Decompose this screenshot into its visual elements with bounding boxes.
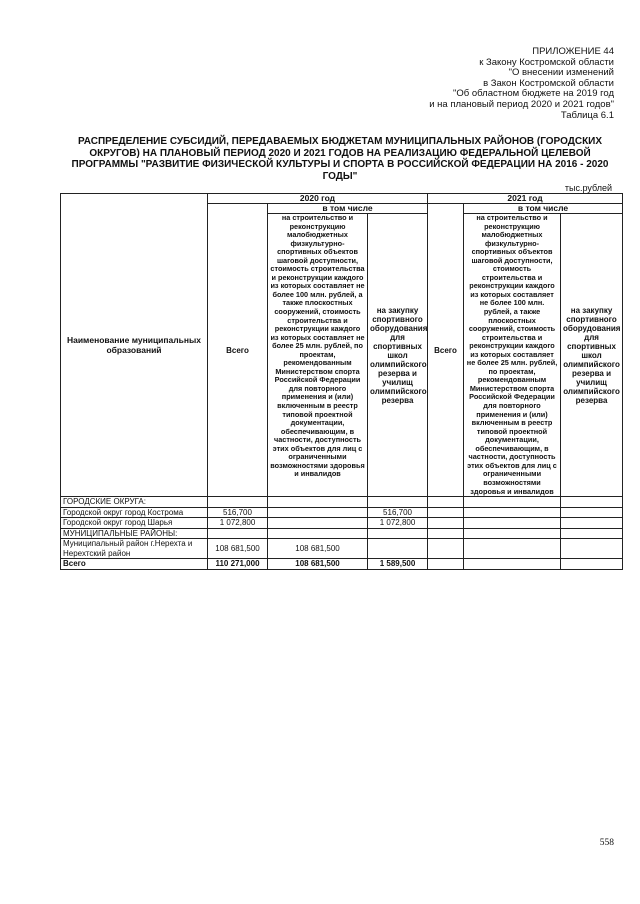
total-2021-cell [428,507,464,518]
appendix-line: и на плановый период 2020 и 2021 годов" [429,98,614,110]
table-row [61,518,623,529]
construction-2021-cell [464,507,561,518]
row-name: Городской округ город Кострома [61,507,208,518]
table-row [61,539,623,559]
row-name: Городской округ город Шарья [61,518,208,529]
subsidy-table [60,193,623,570]
appendix-header [429,47,614,121]
construction-2021-cell [464,539,561,559]
total-2021-cell [428,497,464,508]
construction-2021-cell [464,497,561,508]
construction-2020-cell [268,528,368,539]
construction-2020-cell [268,518,368,529]
total-2021-cell [428,559,464,570]
construction-2020-cell: 108 681,500 [268,559,368,570]
row-name: ГОРОДСКИЕ ОКРУГА: [61,497,208,508]
construction-2020-header: на строительство и реконструкцию малобюджетных физкультурно-спортивных объектов шаговой доступности, стоимость строительства и реконструкции каждого из которых составляет не более 100 млн. рублей, а также плоскостных сооружений, стоимость строительства и реконструкции каждого из которых составляет не более 25 млн. рублей, по проектам, рекомендованным Министерством спорта Российской Федерации для повторного применения и (или) включенным в реестр типовой проектной документации, обеспечивающим, в частности, доступность этих объектов для лиц с ограниченными возможностями здоровья и инвалидов [268,214,368,497]
total-2020-cell [208,497,268,508]
total-2020-header: Всего [208,204,268,497]
construction-2020-cell: 108 681,500 [268,539,368,559]
equipment-2021-cell [561,528,623,539]
total-2020-cell: 108 681,500 [208,539,268,559]
equipment-2021-cell [561,559,623,570]
units-label: тыс.рублей [564,183,612,193]
year-2021-header: 2021 год [428,194,623,204]
construction-2021-header: на строительство и реконструкцию малобюджетных физкультурно-спортивных объектов шаговой доступности, стоимость строительства и реконструкции каждого из которых составляет не более 100 млн. рублей, а также плоскостных сооружений, стоимость строительства и реконструкции каждого из которых составляет не более 25 млн. рублей, по проектам, рекомендованным Министерством спорта Российской Федерации для повторного применения и (или) включенным в реестр типовой проектной документации, обеспечивающим, в частности, доступность этих объектов для лиц с ограниченными возможностями здоровья и инвалидов [464,214,561,497]
equipment-2020-cell: 516,700 [368,507,428,518]
total-2021-cell [428,528,464,539]
appendix-line: ПРИЛОЖЕНИЕ 44 [532,46,614,57]
total-2020-cell: 1 072,800 [208,518,268,529]
appendix-line: в Закон Костромской области [483,77,614,89]
table-row [61,497,623,508]
construction-2021-cell [464,518,561,529]
year-2020-header: 2020 год [208,194,428,204]
total-2020-cell [208,528,268,539]
document-title: РАСПРЕДЕЛЕНИЕ СУБСИДИЙ, ПЕРЕДАВАЕМЫХ БЮДЖЕТАМ МУНИЦИПАЛЬНЫХ РАЙОНОВ (ГОРОДСКИХ ОКРУГОВ) НА ПЛАНОВЫЙ ПЕРИОД 2020 И 2021 ГОДОВ НА РЕАЛИЗАЦИЮ ФЕДЕРАЛЬНОЙ ЦЕЛЕВОЙ ПРОГРАММЫ "РАЗВИТИЕ ФИЗИЧЕСКОЙ КУЛЬТУРЫ И СПОРТА В РОССИЙСКОЙ ФЕДЕРАЦИИ НА 2016 - 2020 ГОДЫ" [71,136,609,182]
total-2021-cell [428,518,464,529]
construction-2021-cell [464,528,561,539]
appendix-line: "Об областном бюджете на 2019 год [453,88,614,100]
table-row [61,528,623,539]
equipment-2021-cell [561,507,623,518]
appendix-line: к Закону Костромской области [479,56,614,68]
total-2021-cell [428,539,464,559]
equipment-2020-cell: 1 072,800 [368,518,428,529]
total-2020-cell: 110 271,000 [208,559,268,570]
equipment-2021-header: на закупку спортивного оборудования для спортивных школ олимпийского резерва и училищ олимпийского резерва [561,214,623,497]
table-total-row [61,559,623,570]
table-row [61,507,623,518]
construction-2020-cell [268,497,368,508]
including-2020-header: в том числе [268,204,428,214]
row-name: Муниципальный район г.Нерехта и Нерехтский район [61,539,208,559]
equipment-2021-cell [561,539,623,559]
construction-2021-cell [464,559,561,570]
equipment-2020-cell [368,497,428,508]
including-2021-header: в том числе [464,204,623,214]
total-2021-header: Всего [428,204,464,497]
row-name: МУНИЦИПАЛЬНЫЕ РАЙОНЫ: [61,528,208,539]
equipment-2021-cell [561,497,623,508]
equipment-2020-header: на закупку спортивного оборудования для спортивных школ олимпийского резерва и училищ олимпийского резерва [368,214,428,497]
equipment-2020-cell [368,528,428,539]
equipment-2020-cell: 1 589,500 [368,559,428,570]
row-name: Всего [61,559,208,570]
equipment-2020-cell [368,539,428,559]
appendix-line: "О внесении изменений [508,67,614,79]
name-column-header: Наименование муниципальных образований [61,194,208,497]
equipment-2021-cell [561,518,623,529]
total-2020-cell: 516,700 [208,507,268,518]
page-number: 558 [599,838,614,848]
table-number: Таблица 6.1 [560,109,614,121]
construction-2020-cell [268,507,368,518]
